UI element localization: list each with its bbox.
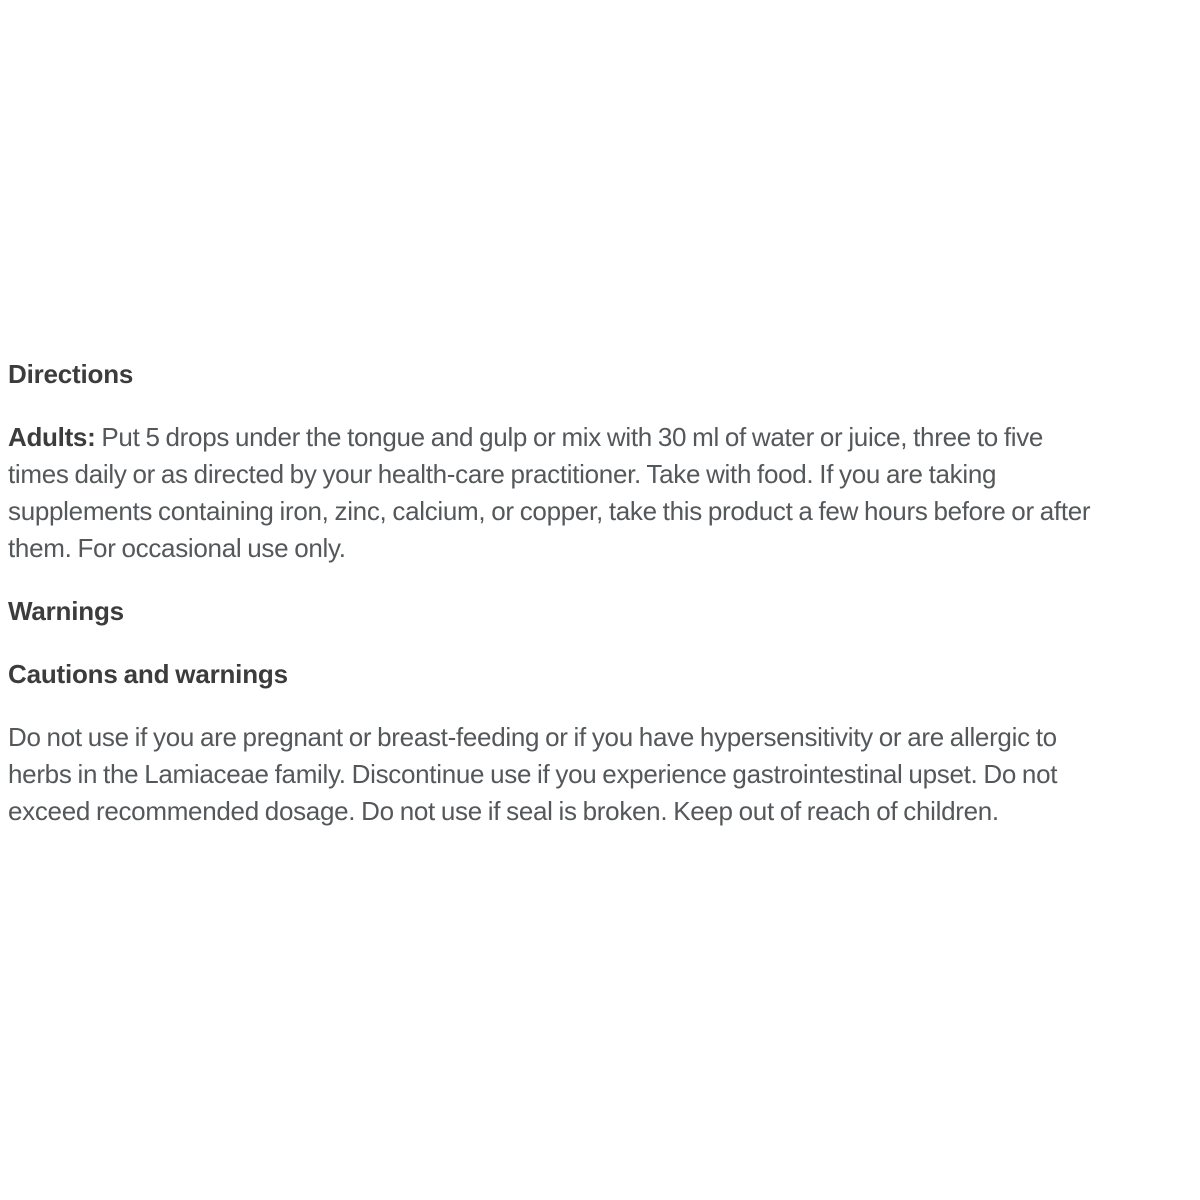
directions-line-1-text: Put 5 drops under the tongue and gulp or mix with 30 ml of water or juice, three to five xyxy=(101,422,1044,452)
directions-line-3: supplements containing iron, zinc, calcium, or copper, take this product a few hours before or after xyxy=(8,496,1091,526)
directions-line-1 xyxy=(8,419,1192,456)
directions-paragraph xyxy=(8,419,1192,567)
warnings-heading: Warnings xyxy=(8,596,124,626)
cautions-and-warnings-heading: Cautions and warnings xyxy=(8,659,288,689)
cautions-line-3: exceed recommended dosage. Do not use if seal is broken. Keep out of reach of children. xyxy=(8,796,999,826)
cautions-line-2: herbs in the Lamiaceae family. Discontinue use if you experience gastrointestinal upset. Do not xyxy=(8,759,1058,789)
cautions-line-1: Do not use if you are pregnant or breast-feeding or if you have hypersensitivity or are allergic to xyxy=(8,722,1057,752)
directions-line-2: times daily or as directed by your health-care practitioner. Take with food. If you are taking xyxy=(8,459,997,489)
directions-heading: Directions xyxy=(8,359,134,389)
adults-label: Adults: xyxy=(8,422,96,452)
cautions-paragraph xyxy=(8,719,1192,830)
directions-line-4: them. For occasional use only. xyxy=(8,533,346,563)
